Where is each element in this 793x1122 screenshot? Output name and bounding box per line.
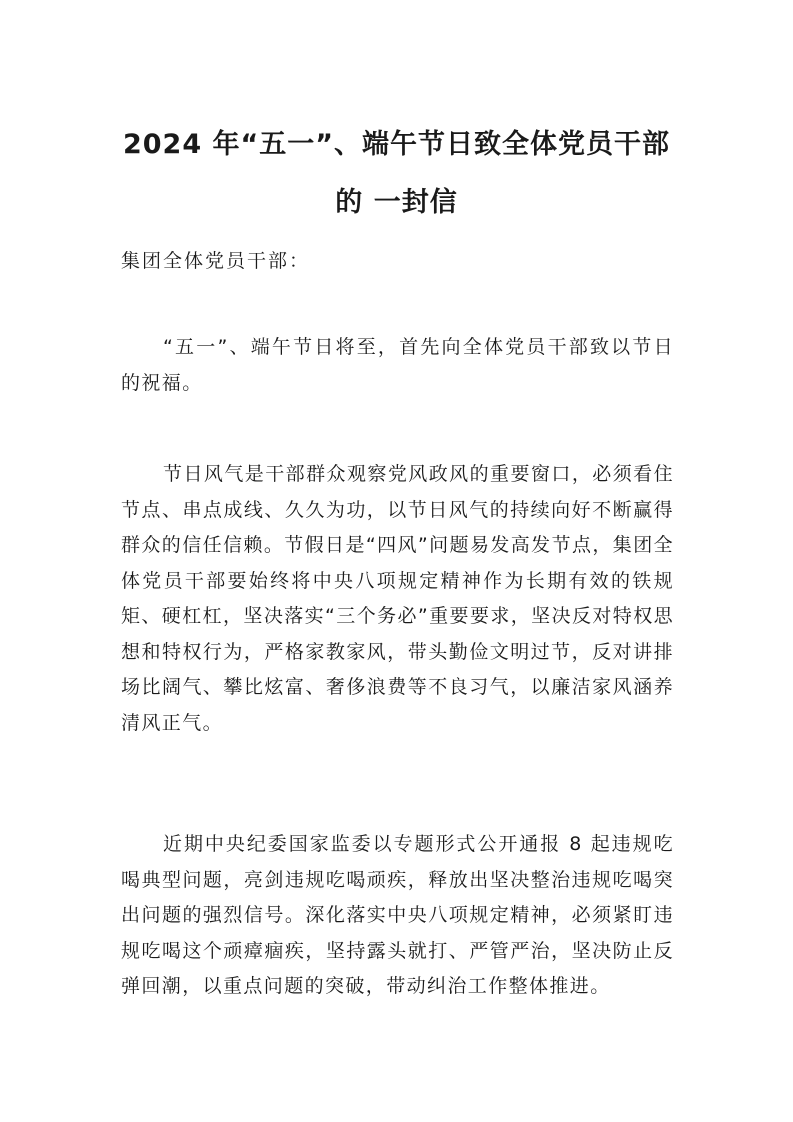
paragraph-greeting: “五一”、端午节日将至，首先向全体党员干部致以节日的祝福。: [121, 336, 674, 394]
title-line-2: 的 一封信: [335, 187, 458, 218]
paragraph-holiday-conduct: 节日风气是干部群众观察党风政风的重要窗口，必须看住节点、串点成线、久久为功，以节日风气的持续向好不断赢得群众的信任信赖。节假日是“四风”问题易发高发节点，集团全体党员干部要始终将中央八项规定精神作为长期有效的铁规矩、硬杠杠，坚决落实“三个务必”重要要求，坚决反对特权思想和特权行为，严格家教家风，带头勤俭文明过节，反对讲排场比阔气、攀比炫富、奢侈浪费等不良习气，以廉洁家风涵养清风正气。: [121, 463, 674, 734]
document-title: [110, 116, 683, 232]
title-line-1: 2024 年“五一”、端午节日致全体党员干部: [122, 129, 671, 160]
salutation: 集团全体党员干部：: [121, 250, 311, 272]
paragraph-dining-violations: 近期中央纪委国家监委以专题形式公开通报 8 起违规吃喝典型问题，亮剑违规吃喝顽疾，释放出坚决整治违规吃喝突出问题的强烈信号。深化落实中央八项规定精神，必须紧盯违规吃喝这个顽瘴痼疾，坚持露头就打、严管严治，坚决防止反弹回潮，以重点问题的突破，带动纠治工作整体推进。: [121, 833, 674, 997]
